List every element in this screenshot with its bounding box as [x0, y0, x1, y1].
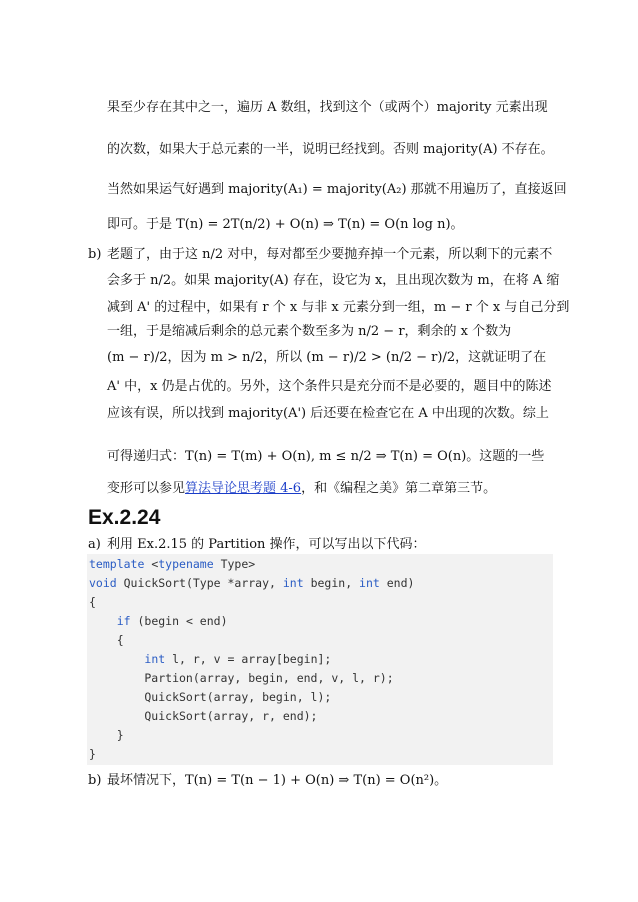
para-b-line-1: 老题了，由于这 n/2 对中，每对都至少要抛弃掉一个元素，所以剩下的元素不 [107, 247, 553, 262]
reference-link[interactable]: 算法导论思考题 4-6 [185, 481, 302, 496]
para-b-last-prefix: 变形可以参见 [107, 481, 186, 496]
para-b-last-suffix: ，和《编程之美》第二章第三节。 [301, 481, 497, 496]
item-label-b: b) [88, 247, 102, 262]
code-line: { [89, 595, 96, 609]
para-b-line-7: 应该有误，所以找到 majority(A') 后还要在检查它在 A 中出现的次数。综上 [107, 406, 549, 421]
para-b-line-8: 可得递归式：T(n) = T(m) + O(n), m ≤ n/2 ⇒ T(n) = O(n)。这题的一些 [107, 449, 545, 464]
para-a-line-3: 当然如果运气好遇到 majority(A₁) = majority(A₂) 那就不用遍历了，直接返回 [107, 182, 567, 197]
section-heading: Ex.2.24 [88, 506, 161, 529]
code-line: void QuickSort(Type *array, int begin, int end) [89, 576, 415, 590]
para-b-line-2: 会多于 n/2。如果 majority(A) 存在，设它为 x，且出现次数为 m，在将 A 缩 [107, 273, 560, 288]
para-b-line-9 [107, 481, 496, 497]
para-a-line-1: 果至少存在其中之一，遍历 A 数组，找到这个（或两个）majority 元素出现 [107, 100, 548, 115]
code-line: int l, r, v = array[begin]; [144, 652, 332, 666]
code-line: Partion(array, begin, end, v, l, r); [89, 671, 394, 685]
code-line: QuickSort(array, begin, l); [89, 690, 332, 704]
code-line: } [89, 747, 96, 761]
para-b-line-6: A' 中，x 仍是占优的。另外，这个条件只是充分而不是必要的，题目中的陈述 [107, 379, 552, 394]
part-b-text: 最坏情况下，T(n) = T(n − 1) + O(n) ⇒ T(n) = O(n²)。 [107, 773, 448, 788]
item-label-b2: b) [88, 773, 102, 788]
code-line: } [89, 728, 124, 742]
para-b-line-3: 减到 A' 的过程中，如果有 r 个 x 与非 x 元素分到一组，m − r 个 x 与自己分到 [107, 300, 570, 315]
para-a-line-2: 的次数，如果大于总元素的一半，说明已经找到。否则 majority(A) 不存在。 [107, 142, 554, 157]
part-a-text: 利用 Ex.2.15 的 Partition 操作，可以写出以下代码： [107, 537, 426, 552]
code-block [87, 554, 553, 765]
para-a-line-4: 即可。于是 T(n) = 2T(n/2) + O(n) ⇒ T(n) = O(n log n)。 [107, 217, 464, 232]
para-b-line-5: (m − r)/2，因为 m > n/2，所以 (m − r)/2 > (n/2 − r)/2，这就证明了在 [107, 350, 547, 365]
code-line: template <typename Type> [89, 557, 256, 571]
code-line: QuickSort(array, r, end); [89, 709, 318, 723]
para-b-line-4: 一组，于是缩减后剩余的总元素个数至多为 n/2 − r，剩余的 x 个数为 [107, 324, 512, 339]
item-label-a: a) [88, 537, 101, 552]
code-line: if (begin < end) [116, 614, 228, 628]
code-line: { [89, 633, 124, 647]
